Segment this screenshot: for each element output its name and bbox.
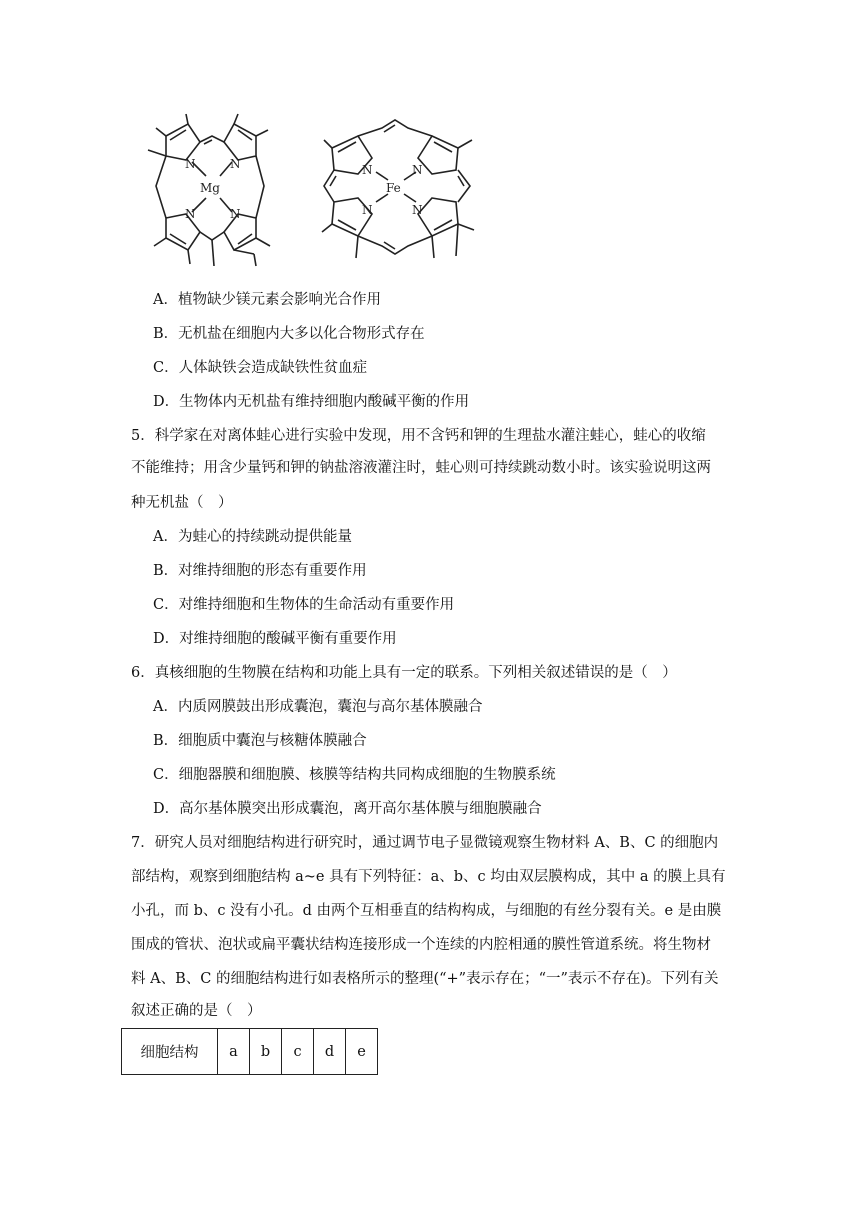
q7-stem-line-1: 7．研究人员对细胞结构进行研究时，通过调节电子显微镜观察生物材料 A、B、C 的细胞内 bbox=[131, 835, 719, 851]
table-column-c: c bbox=[282, 1029, 314, 1075]
nitrogen-label: N bbox=[185, 207, 196, 221]
cell-structure-table bbox=[121, 1028, 378, 1075]
nitrogen-label: N bbox=[230, 157, 241, 171]
q4-option-b: B．无机盐在细胞内大多以化合物形式存在 bbox=[153, 326, 425, 342]
q5-stem-line-1: 5．科学家在对离体蛙心进行实验中发现，用不含钙和钾的生理盐水灌注蛙心，蛙心的收缩 bbox=[131, 428, 706, 444]
heme-structure bbox=[320, 106, 490, 276]
q4-option-c: C．人体缺铁会造成缺铁性贫血症 bbox=[153, 360, 368, 376]
nitrogen-label: N bbox=[412, 203, 423, 217]
chlorophyll-structure bbox=[130, 106, 300, 276]
table-column-e: e bbox=[346, 1029, 378, 1075]
q5-stem-line-3: 种无机盐（ ） bbox=[131, 495, 233, 511]
q5-option-c: C．对维持细胞和生物体的生命活动有重要作用 bbox=[153, 597, 455, 613]
nitrogen-label: N bbox=[412, 163, 423, 177]
q5-option-d: D．对维持细胞的酸碱平衡有重要作用 bbox=[153, 631, 397, 647]
table-column-b: b bbox=[250, 1029, 282, 1075]
table-column-d: d bbox=[314, 1029, 346, 1075]
nitrogen-label: N bbox=[362, 163, 373, 177]
nitrogen-label: N bbox=[230, 207, 241, 221]
q6-option-a: A．内质网膜鼓出形成囊泡，囊泡与高尔基体膜融合 bbox=[153, 699, 483, 715]
q5-option-a: A．为蛙心的持续跳动提供能量 bbox=[153, 529, 352, 545]
q6-option-c: C．细胞器膜和细胞膜、核膜等结构共同构成细胞的生物膜系统 bbox=[153, 767, 556, 783]
nitrogen-label: N bbox=[362, 203, 373, 217]
q6-stem: 6．真核细胞的生物膜在结构和功能上具有一定的联系。下列相关叙述错误的是（ ） bbox=[131, 665, 677, 681]
q7-stem-line-5: 料 A、B、C 的细胞结构进行如表格所示的整理(“+”表示存在；“一”表示不存在)。下列有关 bbox=[131, 971, 719, 987]
q5-option-b: B．对维持细胞的形态有重要作用 bbox=[153, 563, 367, 579]
magnesium-label: Mg bbox=[200, 181, 220, 195]
q7-stem-line-2: 部结构，观察到细胞结构 a~e 具有下列特征：a、b、c 均由双层膜构成，其中 a 的膜上具有 bbox=[131, 869, 726, 885]
q6-option-d: D．高尔基体膜突出形成囊泡，离开高尔基体膜与细胞膜融合 bbox=[153, 801, 542, 817]
q4-option-a: A．植物缺少镁元素会影响光合作用 bbox=[153, 292, 381, 308]
q5-stem-line-2: 不能维持；用含少量钙和钾的钠盐溶液灌注时，蛙心则可持续跳动数小时。该实验说明这两 bbox=[131, 460, 711, 476]
iron-label: Fe bbox=[386, 181, 401, 195]
q4-option-d: D．生物体内无机盐有维持细胞内酸碱平衡的作用 bbox=[153, 394, 470, 410]
q7-stem-line-3: 小孔，而 b、c 没有小孔。d 由两个互相垂直的结构构成，与细胞的有丝分裂有关。e 是由膜 bbox=[131, 903, 722, 919]
q7-stem-line-4: 围成的管状、泡状或扁平囊状结构连接形成一个连续的内腔相通的膜性管道系统。将生物材 bbox=[131, 937, 711, 953]
q7-stem-line-6: 叙述正确的是（ ） bbox=[131, 1003, 262, 1019]
nitrogen-label: N bbox=[185, 157, 196, 171]
q6-option-b: B．细胞质中囊泡与核糖体膜融合 bbox=[153, 733, 367, 749]
table-row bbox=[122, 1029, 378, 1075]
table-header-cell: 细胞结构 bbox=[122, 1029, 218, 1075]
porphyrin-figures bbox=[130, 106, 500, 276]
table-column-a: a bbox=[218, 1029, 250, 1075]
